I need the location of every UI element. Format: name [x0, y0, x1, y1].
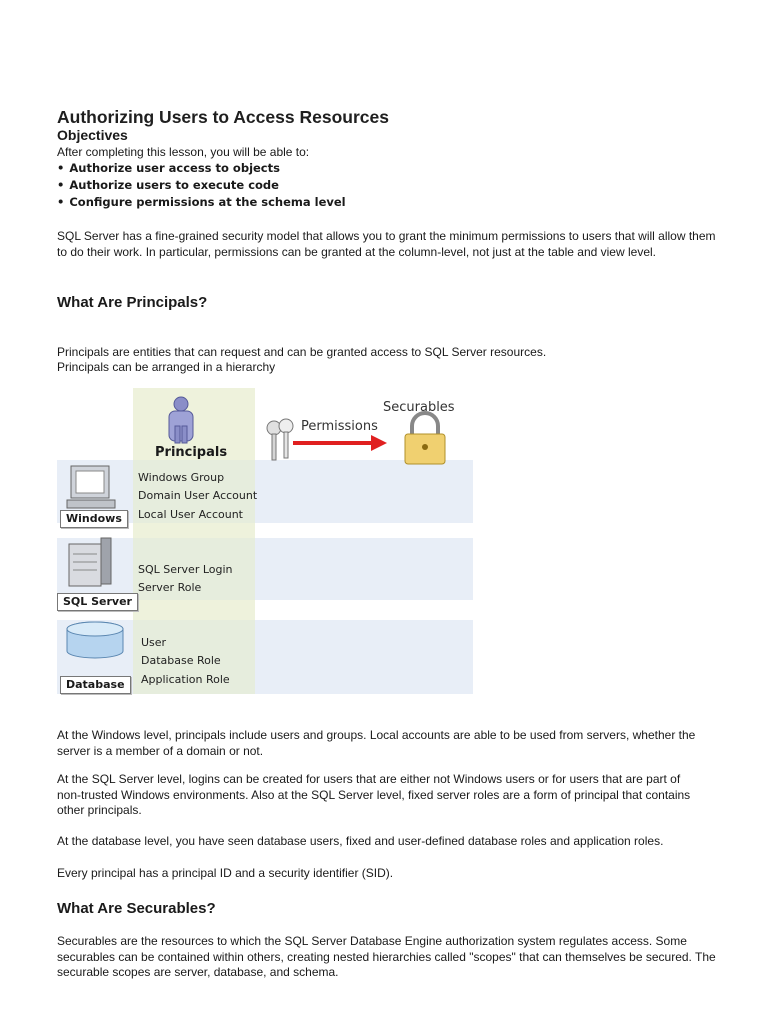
db-level-paragraph: At the database level, you have seen database users, fixed and user-defined database roles and application roles. [57, 834, 664, 848]
database-item: Application Role [141, 673, 230, 686]
diagram-graphic [57, 388, 475, 696]
sid-paragraph: Every principal has a principal ID and a security identifier (SID). [57, 866, 394, 880]
sql-level-paragraph: At the SQL Server level, logins can be created for users that are either not Windows users or for users that are part of non-trusted Windows environments. Also at the SQL Server level, fixed server roles are a form of principal that contains other principals. [57, 772, 691, 817]
database-item: Database Role [141, 654, 221, 667]
permissions-label: Permissions [301, 419, 378, 434]
objectives-intro: After completing this lesson, you will be able to: [57, 145, 310, 159]
page-title: Authorizing Users to Access Resources [57, 107, 389, 127]
windows-item: Domain User Account [138, 489, 258, 502]
windows-tag: Windows [60, 510, 128, 528]
sqlserver-band [57, 538, 473, 600]
principals-label: Principals [155, 445, 228, 460]
keys-icon [267, 419, 293, 460]
objective-item: • Authorize user access to objects [57, 160, 346, 177]
windows-item: Windows Group [138, 471, 225, 484]
padlock-icon [405, 413, 445, 464]
arrow-icon [293, 435, 387, 451]
principals-heading: What Are Principals? [57, 294, 208, 311]
principals-line-1: Principals are entities that can request and can be granted access to SQL Server resources. [57, 345, 547, 359]
windows-level-paragraph: At the Windows level, principals include users and groups. Local accounts are able to be used from servers, whether the server is a member of a domain or not. [57, 728, 696, 758]
objective-item: • Configure permissions at the schema level [57, 194, 346, 211]
principals-diagram [57, 388, 475, 696]
sqlserver-item: Server Role [138, 581, 202, 594]
securables-heading: What Are Securables? [57, 900, 216, 917]
securables-label: Securables [383, 400, 455, 415]
database-icon [67, 622, 123, 658]
objectives-list [57, 160, 346, 211]
sqlserver-item: SQL Server Login [138, 563, 233, 576]
computer-icon [67, 466, 115, 508]
objective-item: • Authorize users to execute code [57, 177, 346, 194]
database-item: User [141, 636, 167, 649]
principals-line-2: Principals can be arranged in a hierarchy [57, 360, 276, 374]
securables-paragraph: Securables are the resources to which the SQL Server Database Engine authorization system regulates access. Some securables can be contained within others, creating nested hierarchies called "scopes" that can themselves be secured. The securable scopes are server, database, and schema. [57, 934, 716, 979]
objectives-heading: Objectives [57, 127, 128, 143]
server-icon [69, 538, 111, 586]
overview-paragraph: SQL Server has a fine-grained security model that allows you to grant the minimum permissions to users that will allow them to do their work. In particular, permissions can be granted at the column-level, not just at the table and view level. [57, 229, 716, 259]
windows-item: Local User Account [138, 508, 243, 521]
sqlserver-tag: SQL Server [57, 593, 138, 611]
database-tag: Database [60, 676, 131, 694]
